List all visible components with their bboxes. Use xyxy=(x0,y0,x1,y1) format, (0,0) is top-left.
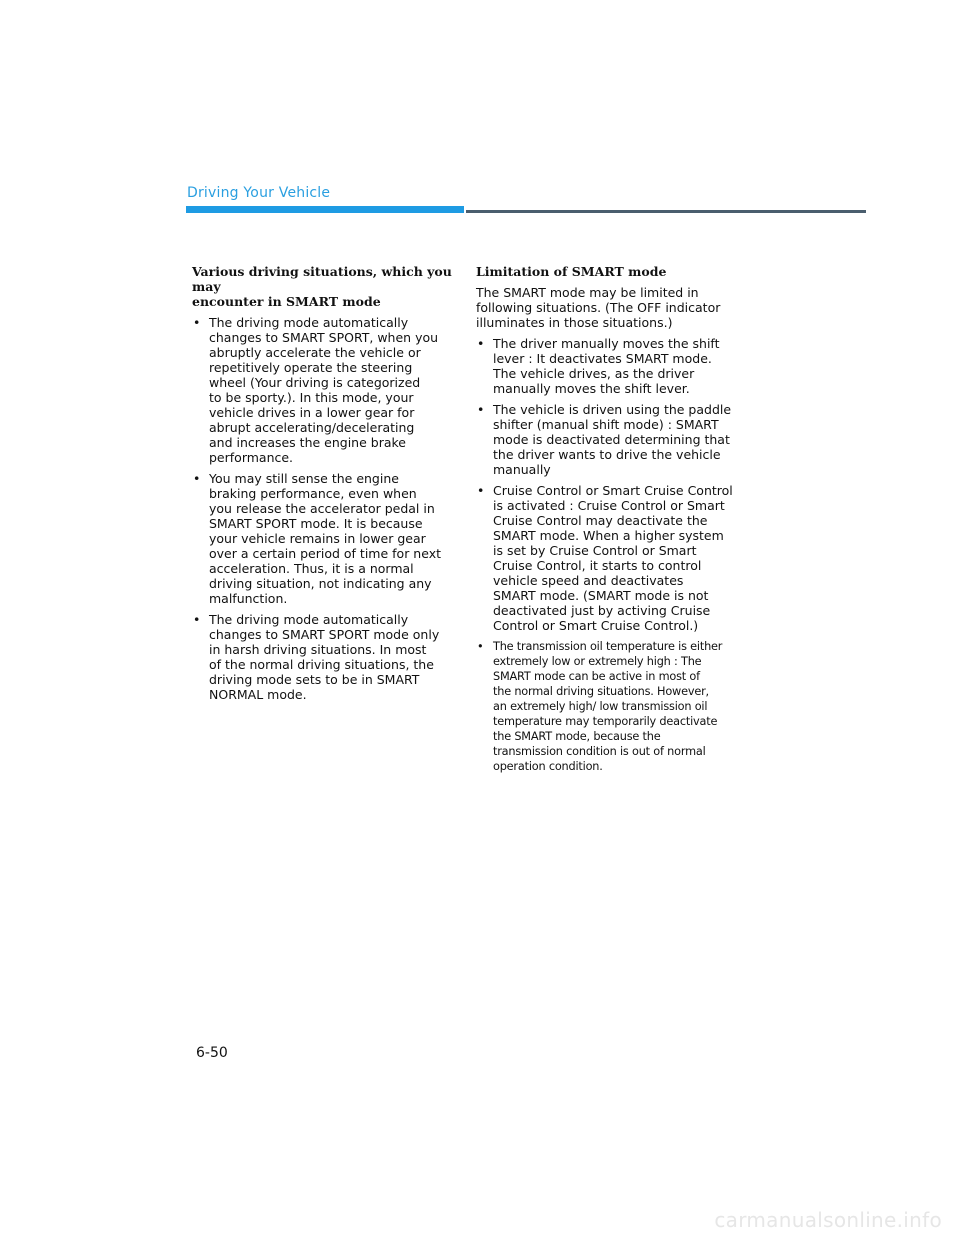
left-section-title: Various driving situations, which you may encounter in SMART mode xyxy=(192,264,452,309)
right-section-title: Limitation of SMART mode xyxy=(476,264,667,279)
bullet-icon: • xyxy=(477,402,485,417)
list-item-text: You may still sense the engine braking performance, even when you release the accelerator pedal in SMART SPORT mode. It is because your vehicle remains in lower gear over a certain period of time for next acceleration. Thus, it is a normal driving situation, not indicating any malfunction. xyxy=(209,471,441,606)
list-item xyxy=(192,612,462,702)
list-item xyxy=(476,402,746,477)
list-item xyxy=(192,315,462,465)
list-item xyxy=(476,483,746,633)
list-item-text: The transmission oil temperature is either extremely low or extremely high : The SMART mode can be active in most of the normal driving situations. However, an extremely high/ low transmission oil temperature may temporarily deactivate the SMART mode, because the transmission condition is out of normal operation condition. xyxy=(493,640,723,773)
list-item-text: The driving mode automatically changes to SMART SPORT mode only in harsh driving situations. In most of the normal driving situations, the driving mode sets to be in SMART NORMAL mode. xyxy=(209,612,440,702)
list-item xyxy=(476,639,746,774)
watermark: carmanualsonline.info xyxy=(714,1208,942,1232)
bullet-icon: • xyxy=(477,336,485,351)
bullet-icon: • xyxy=(477,640,484,653)
left-column xyxy=(192,264,462,708)
list-item xyxy=(192,471,462,606)
bullet-icon: • xyxy=(477,483,485,498)
list-item-text: Cruise Control or Smart Cruise Control is activated : Cruise Control or Smart Cruise Control may deactivate the SMART mode. When a higher system is set by Cruise Control or Smart Cruise Control, it starts to control vehicle speed and deactivates SMART mode. (SMART mode is not deactivated just by activing Cruise Control or Smart Cruise Control.) xyxy=(493,483,733,633)
right-bullet-list xyxy=(476,336,746,774)
right-column xyxy=(476,264,746,780)
list-item xyxy=(476,336,746,396)
list-item-text: The driver manually moves the shift lever : It deactivates SMART mode. The vehicle drives, as the driver manually moves the shift lever. xyxy=(493,336,720,396)
section-header-title: Driving Your Vehicle xyxy=(187,185,331,201)
bullet-icon: • xyxy=(193,471,201,486)
bullet-icon: • xyxy=(193,315,201,330)
list-item-text: The driving mode automatically changes to SMART SPORT, when you abruptly accelerate the vehicle or repetitively operate the steering wheel (Your driving is categorized to be sporty.). In this mode, your vehicle drives in a lower gear for abrupt accelerating/decelerating and increases the engine brake performance. xyxy=(209,315,439,465)
header-rule xyxy=(466,210,866,213)
right-intro-paragraph: The SMART mode may be limited in following situations. (The OFF indicator illuminates in those situations.) xyxy=(476,285,721,330)
list-item-text: The vehicle is driven using the paddle shifter (manual shift mode) : SMART mode is deactivated determining that the driver wants to drive the vehicle manually xyxy=(493,402,732,477)
page-number: 6-50 xyxy=(196,1045,228,1061)
bullet-icon: • xyxy=(193,612,201,627)
left-bullet-list xyxy=(192,315,462,702)
header-accent-bar xyxy=(186,206,464,213)
